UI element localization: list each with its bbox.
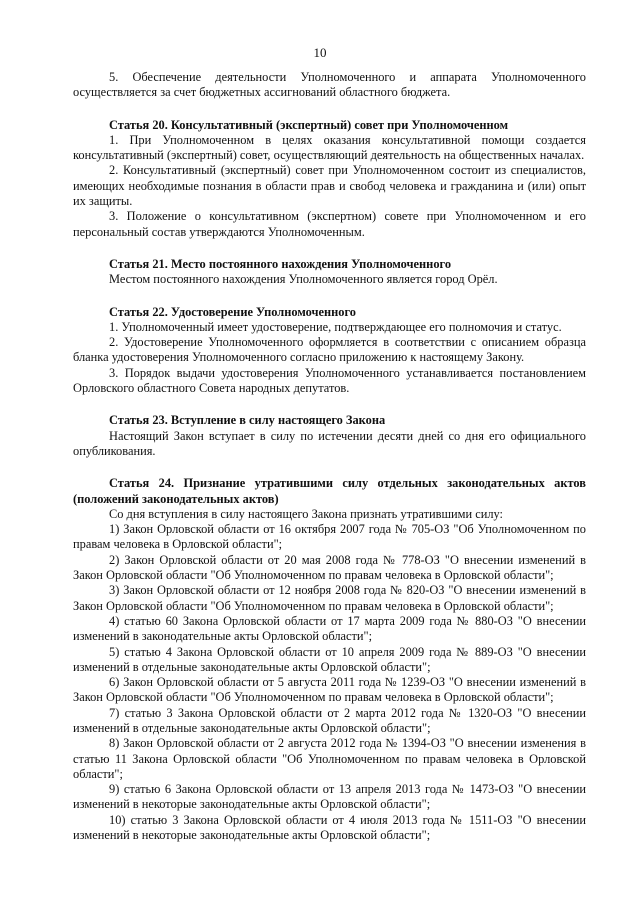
- article-20-item-2: 2. Консультативный (экспертный) совет при Уполномоченном состоит из специалистов, имеющих необходимые познания в области прав и свобод человека и гражданина и (или) опыт их защиты.: [73, 163, 586, 209]
- document-body: [73, 70, 586, 843]
- article-24-item-2: 2) Закон Орловской области от 20 мая 2008 года № 778-ОЗ "О внесении изменений в Закон Орловской области "Об Уполномоченном по правам человека в Орловской области";: [73, 552, 586, 583]
- article-24-item-8: 8) Закон Орловской области от 2 августа 2012 года № 1394-ОЗ "О внесении изменения в статью 11 Закона Орловской области "Об Уполномоченном по правам человека в Орловской области";: [73, 736, 586, 781]
- article-24-item-10: 10) статью 3 Закона Орловской области от 4 июля 2013 года № 1511-ОЗ "О внесении изменений в некоторые законодательные акты Орловской области";: [73, 812, 586, 843]
- article-23-text: Настоящий Закон вступает в силу по истечении десяти дней со дня его официального опубликования.: [73, 428, 586, 458]
- article-20-heading: Статья 20. Консультативный (экспертный) совет при Уполномоченном: [109, 117, 509, 132]
- article-24-item-1: 1) Закон Орловской области от 16 октября 2007 года № 705-ОЗ "Об Уполномоченном по правам человека в Орловской области";: [73, 522, 586, 552]
- article-22-item-1: 1. Уполномоченный имеет удостоверение, подтверждающее его полномочия и статус.: [109, 319, 562, 334]
- article-22-item-3: 3. Порядок выдачи удостоверения Уполномоченного устанавливается постановлением Орловского областного Совета народных депутатов.: [73, 365, 586, 396]
- article-24-heading: Статья 24. Признание утратившими силу отдельных законодательных актов (положений законодательных актов): [73, 476, 586, 506]
- article-20-item-1: 1. При Уполномоченном в целях оказания консультативной помощи создается консультативный (экспертный) совет, осуществляющий деятельность на общественных началах.: [73, 132, 586, 163]
- article-24-intro: Со дня вступления в силу настоящего Закона признать утратившими силу:: [109, 506, 503, 521]
- article-20-item-3: 3. Положение о консультативном (экспертном) совете при Уполномоченном и его персональный состав утверждаются Уполномоченным.: [73, 209, 586, 239]
- article-24-item-9: 9) статью 6 Закона Орловской области от 13 апреля 2013 года № 1473-ОЗ "О внесении изменений в некоторые законодательные акты Орловской области";: [73, 782, 586, 812]
- article-24-item-5: 5) статью 4 Закона Орловской области от 10 апреля 2009 года № 889-ОЗ "О внесении изменений в отдельные законодательные акты Орловской области";: [73, 644, 586, 674]
- paragraph-5: 5. Обеспечение деятельности Уполномоченного и аппарата Уполномоченного осуществляется за счет бюджетных ассигнований областного бюджета.: [73, 70, 586, 100]
- article-23-heading: Статья 23. Вступление в силу настоящего Закона: [109, 413, 386, 428]
- article-24-item-6: 6) Закон Орловской области от 5 августа 2011 года № 1239-ОЗ "О внесении изменений в Закон Орловской области "Об Уполномоченном по правам человека в Орловской области";: [73, 675, 586, 705]
- article-22-heading: Статья 22. Удостоверение Уполномоченного: [109, 304, 356, 319]
- article-24-item-3: 3) Закон Орловской области от 12 ноября 2008 года № 820-ОЗ "О внесении изменений в Закон Орловской области "Об Уполномоченном по правам человека в Орловской области";: [73, 583, 586, 613]
- article-21-text: Местом постоянного нахождения Уполномоченного является город Орёл.: [109, 272, 498, 287]
- article-22-item-2: 2. Удостоверение Уполномоченного оформляется в соответствии с описанием образца бланка удостоверения Уполномоченного согласно приложению к настоящему Закону.: [73, 335, 586, 365]
- article-21-heading: Статья 21. Место постоянного нахождения Уполномоченного: [109, 256, 452, 271]
- page-number: 10: [313, 45, 327, 60]
- article-24-item-4: 4) статью 60 Закона Орловской области от 17 марта 2009 года № 880-ОЗ "О внесении изменений в законодательные акты Орловской области";: [73, 613, 586, 644]
- article-24-item-7: 7) статью 3 Закона Орловской области от 2 марта 2012 года № 1320-ОЗ "О внесении изменений в отдельные законодательные акты Орловской области";: [73, 705, 586, 735]
